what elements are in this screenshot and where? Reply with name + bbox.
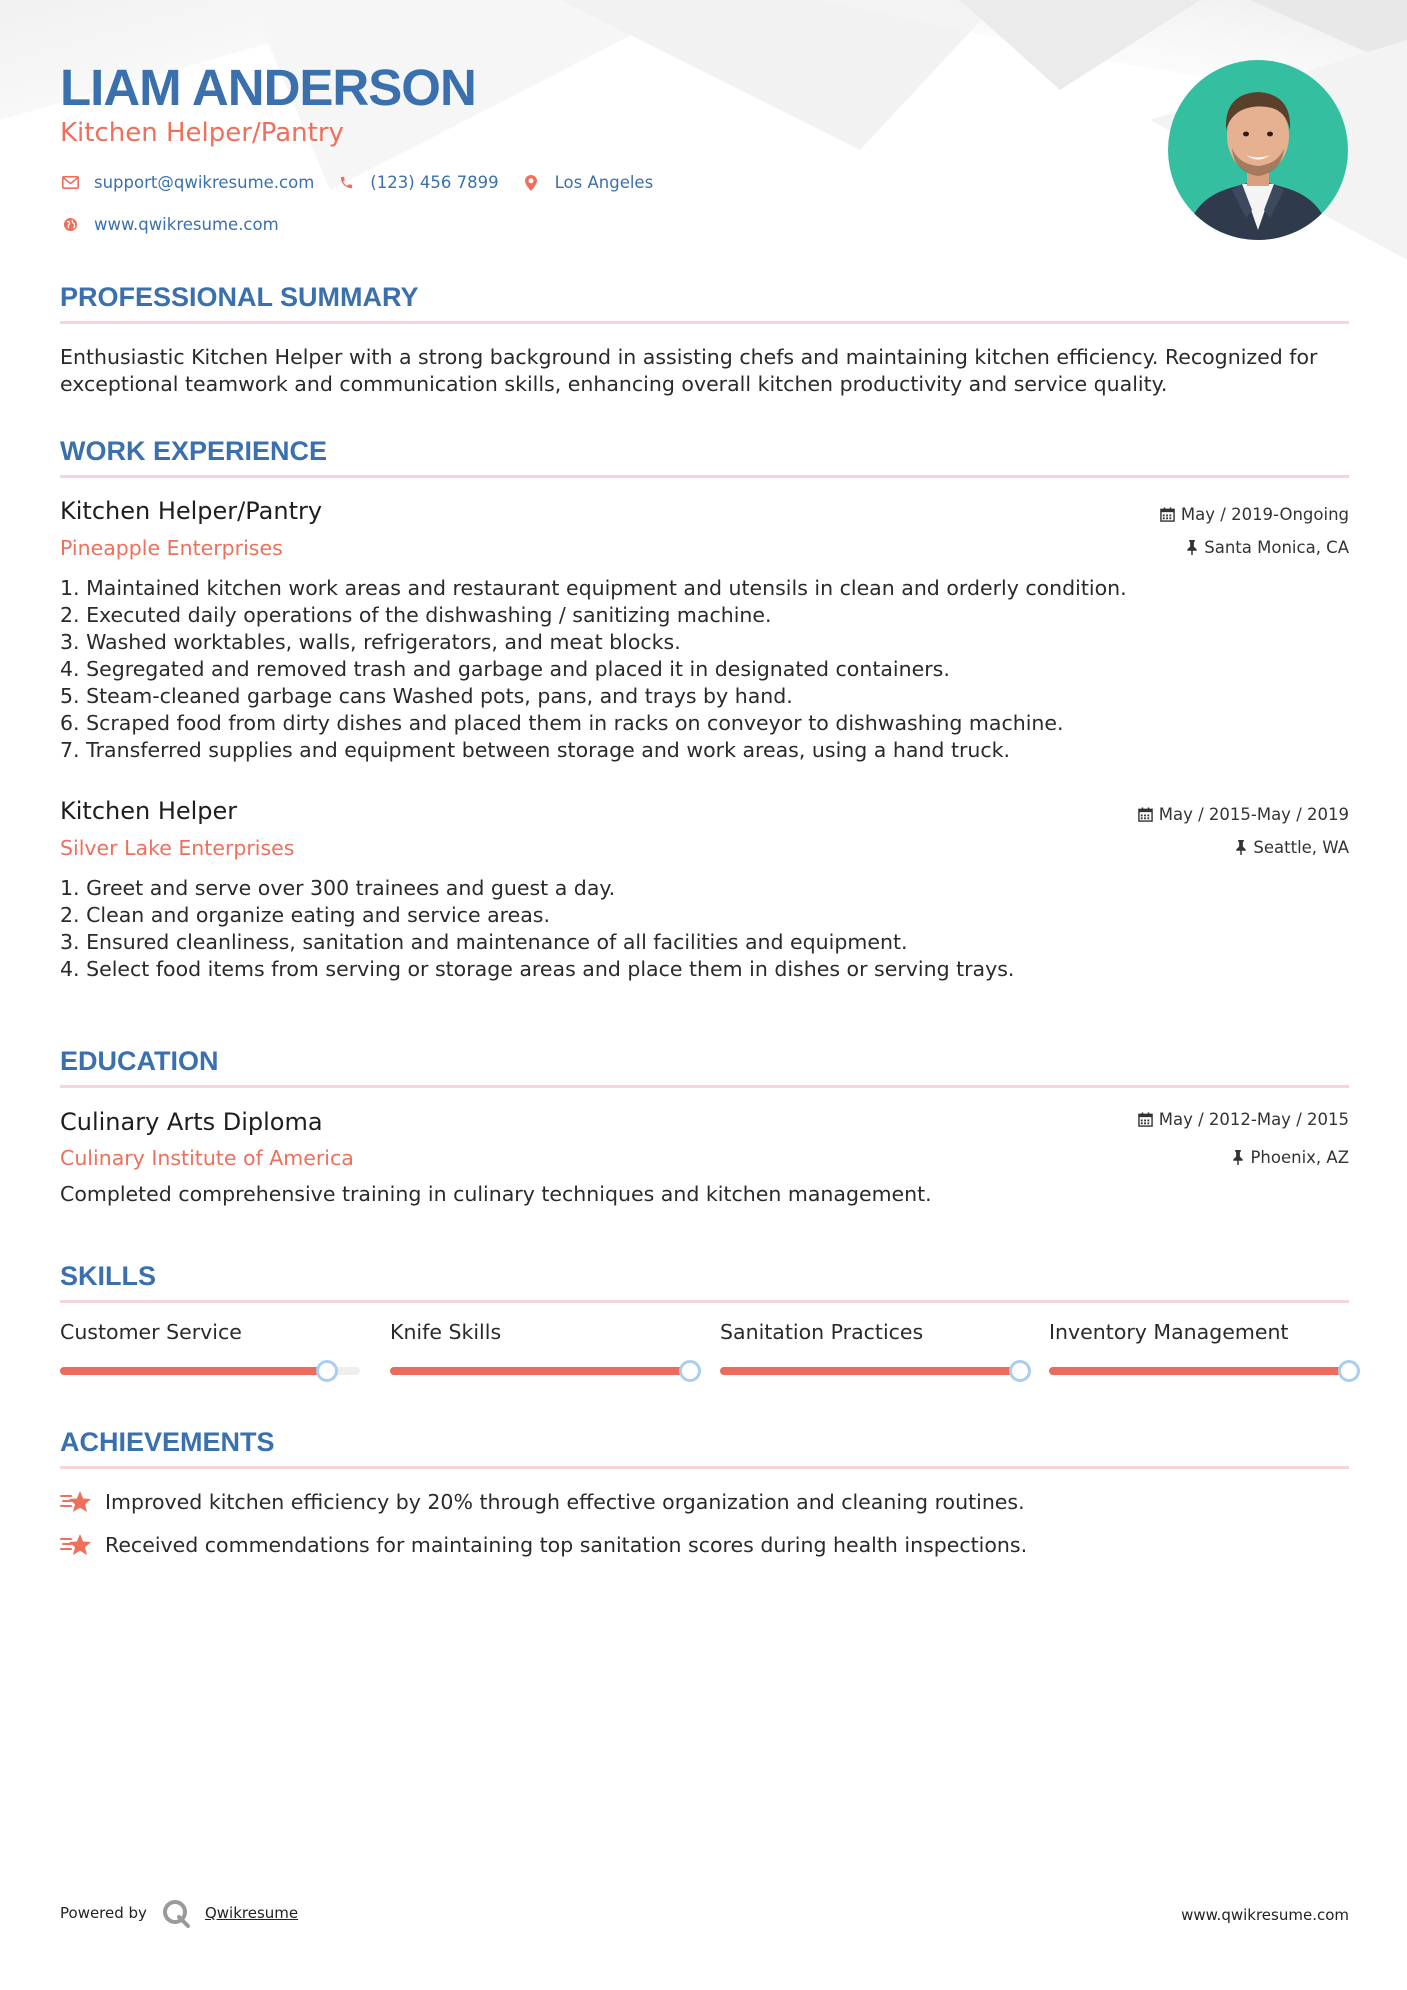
job-title: Kitchen Helper <box>60 797 238 825</box>
skill-label: Knife Skills <box>390 1320 502 1344</box>
summary-line: Enthusiastic Kitchen Helper with a strong background in assisting chefs and maintaining kitchen efficiency. Recognized for <box>60 345 1318 369</box>
skills-divider <box>60 1300 1349 1303</box>
experience-divider <box>60 475 1349 478</box>
list-item: 3. Ensured cleanliness, sanitation and maintenance of all facilities and equipment. <box>60 930 908 954</box>
summary-text <box>60 344 1349 398</box>
job-location <box>1235 838 1349 857</box>
skill-track <box>390 1367 690 1375</box>
shooting-star-icon <box>60 1532 92 1558</box>
envelope-icon <box>60 174 80 192</box>
experience-heading: WORK EXPERIENCE <box>60 436 328 466</box>
skill-fill <box>1049 1367 1349 1375</box>
candidate-title: Kitchen Helper/Pantry <box>60 118 344 148</box>
skill-fill <box>60 1367 327 1375</box>
qwikresume-logo-icon <box>161 1898 191 1928</box>
calendar-icon <box>1138 807 1153 822</box>
list-item: 4. Select food items from serving or storage areas and place them in dishes or serving trays. <box>60 957 1015 981</box>
list-item: 3. Washed worktables, walls, refrigerators, and meat blocks. <box>60 630 681 654</box>
skill-slider-handle[interactable] <box>1338 1360 1360 1382</box>
summary-line: exceptional teamwork and communication skills, enhancing overall kitchen productivity and service quality. <box>60 372 1168 396</box>
summary-heading: PROFESSIONAL SUMMARY <box>60 282 419 312</box>
candidate-name: LIAM ANDERSON <box>60 59 476 116</box>
job-title: Kitchen Helper/Pantry <box>60 497 323 525</box>
achievement-text: Improved kitchen efficiency by 20% through effective organization and cleaning routines. <box>105 1490 1025 1514</box>
website-row <box>60 215 301 234</box>
powered-by-label: Powered by <box>60 1904 147 1922</box>
list-item: 5. Steam-cleaned garbage cans Washed pots, pans, and trays by hand. <box>60 684 793 708</box>
job-location-text: Santa Monica, CA <box>1204 538 1349 557</box>
email-link[interactable]: support@qwikresume.com <box>94 173 315 192</box>
footer-powered-by <box>60 1898 298 1928</box>
list-item: 1. Greet and serve over 300 trainees and guest a day. <box>60 876 616 900</box>
calendar-icon <box>1138 1112 1153 1127</box>
job-location <box>1186 538 1349 557</box>
job-company: Pineapple Enterprises <box>60 536 283 560</box>
list-item: 1. Maintained kitchen work areas and restaurant equipment and utensils in clean and orderly condition. <box>60 576 1127 600</box>
education-dates-text: May / 2012-May / 2015 <box>1158 1110 1349 1129</box>
skill-track <box>1049 1367 1349 1375</box>
education-location-text: Phoenix, AZ <box>1250 1148 1349 1167</box>
achievement-text: Received commendations for maintaining top sanitation scores during health inspections. <box>105 1533 1028 1557</box>
skill-fill <box>390 1367 690 1375</box>
footer-website-link[interactable]: www.qwikresume.com <box>1181 1906 1349 1924</box>
job-dates-text: May / 2019-Ongoing <box>1180 505 1349 524</box>
skills-heading: SKILLS <box>60 1261 157 1291</box>
job-duties <box>60 575 1127 764</box>
shooting-star-icon <box>60 1489 92 1515</box>
education-description: Completed comprehensive training in culinary techniques and kitchen management. <box>60 1182 932 1206</box>
globe-icon <box>60 216 80 234</box>
contact-row <box>60 173 675 192</box>
skill-slider-handle[interactable] <box>679 1360 701 1382</box>
achievement-item <box>60 1532 1027 1558</box>
education-divider <box>60 1085 1349 1088</box>
job-dates <box>1138 805 1349 824</box>
pushpin-icon <box>1232 1150 1244 1165</box>
job-company: Silver Lake Enterprises <box>60 836 295 860</box>
job-dates-text: May / 2015-May / 2019 <box>1158 805 1349 824</box>
list-item: 2. Executed daily operations of the dishwashing / sanitizing machine. <box>60 603 772 627</box>
list-item: 2. Clean and organize eating and service areas. <box>60 903 550 927</box>
list-item: 6. Scraped food from dirty dishes and placed them in racks on conveyor to dishwashing machine. <box>60 711 1064 735</box>
degree-title: Culinary Arts Diploma <box>60 1108 323 1136</box>
skill-track <box>60 1367 360 1375</box>
summary-divider <box>60 321 1349 324</box>
school-name: Culinary Institute of America <box>60 1146 354 1170</box>
skill-label: Inventory Management <box>1049 1320 1289 1344</box>
list-item: 7. Transferred supplies and equipment between storage and work areas, using a hand truck. <box>60 738 1011 762</box>
job-duties <box>60 875 1014 983</box>
achievement-item <box>60 1489 1025 1515</box>
phone-number[interactable]: (123) 456 7899 <box>370 173 499 192</box>
phone-icon <box>336 174 356 192</box>
achievements-divider <box>60 1466 1349 1469</box>
list-item: 4. Segregated and removed trash and garbage and placed it in designated containers. <box>60 657 950 681</box>
job-dates <box>1160 505 1349 524</box>
map-pin-icon <box>521 174 541 192</box>
skill-slider-handle[interactable] <box>316 1360 338 1382</box>
location-text: Los Angeles <box>554 173 654 192</box>
education-heading: EDUCATION <box>60 1046 219 1076</box>
skill-fill <box>720 1367 1020 1375</box>
avatar <box>1168 60 1348 240</box>
pushpin-icon <box>1235 840 1247 855</box>
pushpin-icon <box>1186 540 1198 555</box>
education-location <box>1232 1148 1349 1167</box>
website-link[interactable]: www.qwikresume.com <box>94 215 279 234</box>
job-location-text: Seattle, WA <box>1253 838 1349 857</box>
education-dates <box>1138 1110 1349 1129</box>
skill-label: Sanitation Practices <box>720 1320 924 1344</box>
calendar-icon <box>1160 507 1175 522</box>
qwikresume-link[interactable]: Qwikresume <box>204 1904 299 1922</box>
skill-slider-handle[interactable] <box>1009 1360 1031 1382</box>
skill-label: Customer Service <box>60 1320 242 1344</box>
achievements-heading: ACHIEVEMENTS <box>60 1427 275 1457</box>
skill-track <box>720 1367 1020 1375</box>
